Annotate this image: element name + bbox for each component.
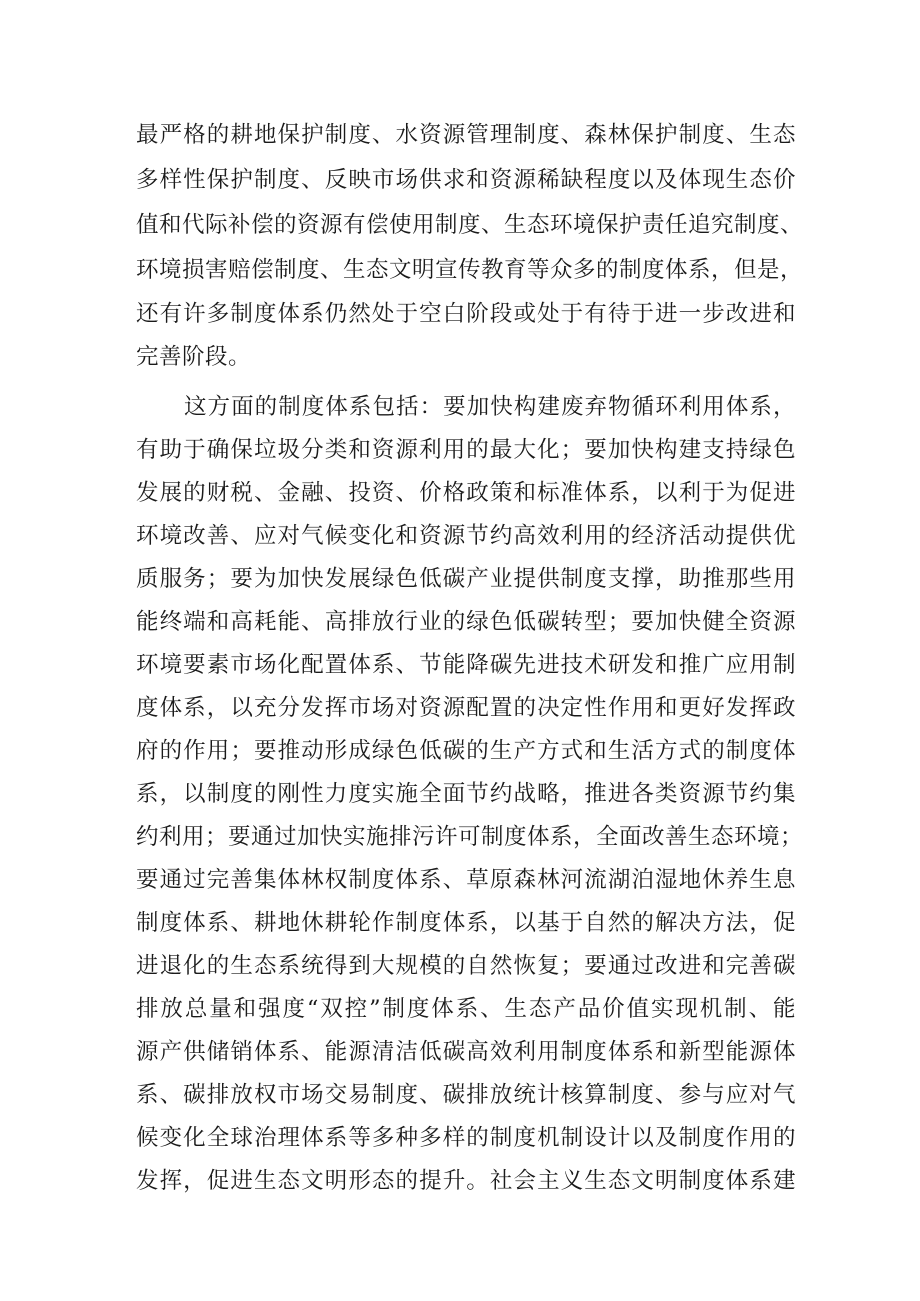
text-line: 源产供储销体系、能源清洁低碳高效利用制度体系和新型能源体 [136,1039,796,1065]
text-line: 系、碳排放权市场交易制度、碳排放统计核算制度、参与应对气 [136,1082,796,1108]
text-line: 多样性保护制度、反映市场供求和资源稀缺程度以及体现生态价 [136,167,796,193]
text-line: 系，以制度的刚性力度实施全面节约战略，推进各类资源节约集 [136,781,796,807]
text-line: 最严格的耕地保护制度、水资源管理制度、森林保护制度、生态 [136,122,796,148]
text-line: 候变化全球治理体系等多种多样的制度机制设计以及制度作用的 [136,1125,796,1151]
text-line: 能终端和高耗能、高排放行业的绿色低碳转型；要加快健全资源 [136,609,796,635]
text-line: 有助于确保垃圾分类和资源利用的最大化；要加快构建支持绿色 [136,437,796,463]
text-line: 进退化的生态系统得到大规模的自然恢复；要通过改进和完善碳 [136,953,796,979]
text-line: 环境损害赔偿制度、生态文明宣传教育等众多的制度体系，但是， [136,257,804,283]
text-line: 发挥，促进生态文明形态的提升。社会主义生态文明制度体系建 [136,1168,796,1194]
text-line: 环境改善、应对气候变化和资源节约高效利用的经济活动提供优 [136,523,796,549]
text-line: 度体系，以充分发挥市场对资源配置的决定性作用和更好发挥政 [136,695,796,721]
text-line: 值和代际补偿的资源有偿使用制度、生态环境保护责任追究制度、 [136,212,804,238]
text-line: 府的作用；要推动形成绿色低碳的生产方式和生活方式的制度体 [136,738,796,764]
text-line: 还有许多制度体系仍然处于空白阶段或处于有待于进一步改进和 [136,301,796,327]
text-line: 要通过完善集体林权制度体系、草原森林河流湖泊湿地休养生息 [136,867,796,893]
text-line: 环境要素市场化配置体系、节能降碳先进技术研发和推广应用制 [136,652,796,678]
text-line: 完善阶段。 [136,344,252,370]
text-line: 发展的财税、金融、投资、价格政策和标准体系，以利于为促进 [136,480,796,506]
text-line: 约利用；要通过加快实施排污许可制度体系，全面改善生态环境； [136,824,804,850]
text-line: 质服务；要为加快发展绿色低碳产业提供制度支撑，助推那些用 [136,566,796,592]
text-line: 这方面的制度体系包括：要加快构建废弃物循环利用体系， [184,394,796,420]
text-line: 制度体系、耕地休耕轮作制度体系，以基于自然的解决方法，促 [136,910,796,936]
text-line: 排放总量和强度“双控”制度体系、生态产品价值实现机制、能 [136,996,796,1022]
